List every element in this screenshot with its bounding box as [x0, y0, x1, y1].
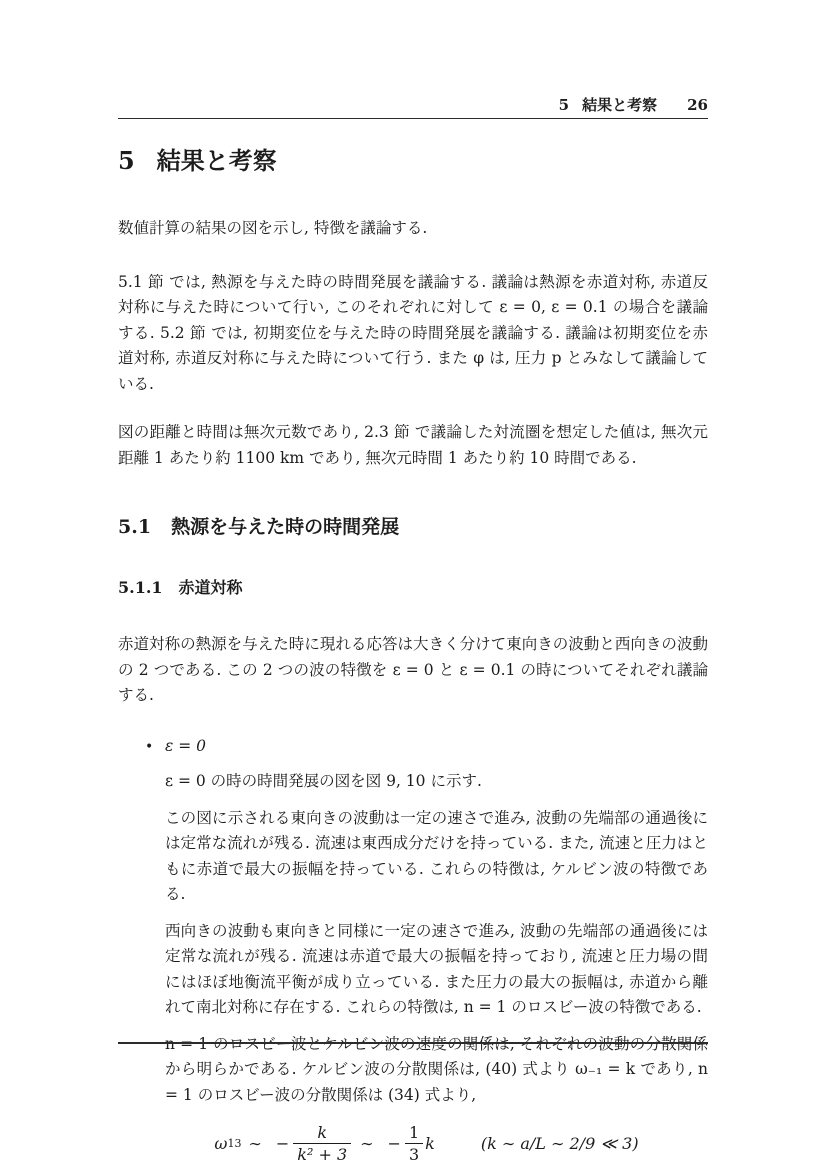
item-paragraph-dispersion: n = 1 のロスビー波とケルビン波の速度の関係は, それぞれの波動の分散関係から明らかである. ケルビン波の分散関係は, (40) 式より ω₋₁ = k であり, n = 1 のロスビー波の分散関係は (34) 式より, — [165, 1034, 708, 1104]
subsubsection-heading — [118, 578, 708, 598]
running-head-section-title: 結果と考察 — [582, 96, 658, 114]
subsection-number: 5.1 — [118, 516, 152, 538]
equation-fraction-2-numerator: 1 — [408, 1123, 420, 1142]
item-paragraph-figures: ε = 0 の時の時間発展の図を図 9, 10 に示す. — [165, 772, 482, 790]
equation-minus-1: − — [275, 1134, 290, 1153]
head-rule — [118, 118, 708, 119]
text-column — [118, 0, 708, 1163]
subsection-title: 熱源を与えた時の時間発展 — [171, 516, 400, 538]
equation-sim-2: ∼ — [360, 1134, 374, 1153]
equation-dispersion-relation — [165, 1124, 708, 1163]
section-heading — [118, 146, 708, 176]
list-item-label: ε = 0 — [165, 736, 207, 755]
paragraph-scales: 図の距離と時間は無次元数であり, 2.3 節 で議論した対流圏を想定した値は, 無次元距離 1 あたり約 1100 km であり, 無次元時間 1 あたり約 10 時間である. — [118, 423, 708, 467]
subsubsection-title: 赤道対称 — [178, 578, 243, 597]
paragraph-intro: 数値計算の結果の図を示し, 特徴を議論する. — [118, 219, 428, 237]
equation-k-suffix: k — [425, 1134, 435, 1153]
equation-fraction-1-numerator: k — [317, 1123, 328, 1142]
equation-fraction-1-denominator: k² + 3 — [293, 1143, 351, 1163]
list-item-body — [118, 769, 708, 1163]
list-item-header — [118, 734, 708, 761]
equation-condition: (k ∼ a/L ∼ 2/9 ≪ 3) — [480, 1134, 639, 1153]
section-title: 結果と考察 — [156, 147, 277, 175]
section-number: 5 — [118, 146, 135, 175]
running-head-section-number: 5 — [558, 96, 570, 114]
equation-fraction-2 — [405, 1124, 423, 1163]
page-number: 26 — [687, 96, 708, 114]
running-head — [118, 97, 708, 114]
item-paragraph-kelvin: この図に示される東向きの波動は一定の速さで進み, 波動の先端部の通過後には定常な流れが残る. 流速は東西成分だけを持っている. また, 流速と圧力はともに赤道で最大の振幅を持っている. これらの特徴は, ケルビン波の特徴である. — [165, 808, 708, 903]
item-paragraph-rossby: 西向きの波動も東向きと同様に一定の速さで進み, 波動の先端部の通過後には定常な流れが残る. 流速は赤道で最大の振幅を持っており, 流速と圧力場の間にはほぼ地衡流平衡が成り立っている. また圧力の最大の振幅は, 赤道から離れて南北対称に存在する. これらの特徴は, n = 1 のロスビー波の特徴である. — [165, 921, 708, 1016]
itemize-block — [118, 734, 708, 1164]
running-head-section — [559, 97, 657, 114]
equation-fraction-1 — [293, 1124, 351, 1163]
subsection-heading — [118, 515, 708, 539]
equation-omega: ω — [214, 1134, 228, 1153]
equation-sim-1: ∼ — [248, 1134, 262, 1153]
subsubsection-number: 5.1.1 — [118, 578, 163, 597]
paragraph-overview: 5.1 節 では, 熱源を与えた時の時間発展を議論する. 議論は熱源を赤道対称, 赤道反対称に与えた時について行い, このそれぞれに対して ε = 0, ε = 0.1 の場合を議論する. 5.2 節 では, 初期変位を与えた時の時間発展を議論する. 議論は初期変位を赤道対称, 赤道反対称に与えた時について行う. また φ は, 圧力 p とみなして議論している. — [118, 272, 708, 393]
equation-fraction-2-denominator: 3 — [405, 1143, 423, 1163]
bullet-icon: • — [145, 738, 154, 755]
paragraph-symmetric-response: 赤道対称の熱源を与えた時に現れる応答は大きく分けて東向きの波動と西向きの波動の 2 つである. この 2 つの波の特徴を ε = 0 と ε = 0.1 の時についてそれぞれ議論する. — [118, 635, 708, 704]
equation-minus-2: − — [387, 1134, 401, 1153]
equation-omega-subscript: 13 — [227, 1137, 242, 1150]
foot-rule — [118, 1042, 708, 1044]
